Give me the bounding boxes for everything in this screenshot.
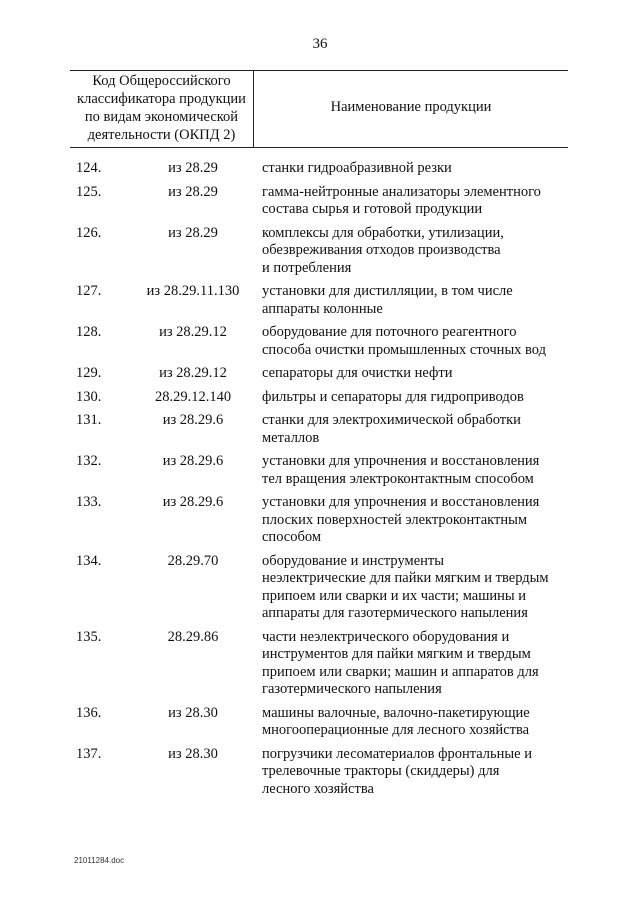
document-filename: 21011284.doc [74,856,125,865]
header-name-column: Наименование продукции [330,99,492,115]
row-name: станки гидроабразивной резки [262,160,452,176]
table-row [0,324,640,359]
row-name: части неэлектрического оборудования и инструментов для пайки мягким и твердым припоем или сварки; машин и аппаратов для газотермического напыления [262,628,539,697]
row-number: 127. [76,283,102,299]
row-number: 133. [76,494,102,510]
row-name: установки для упрочнения и восстановления тел вращения электроконтактным способом [262,453,540,487]
row-number: 129. [76,365,102,381]
row-name: фильтры и сепараторы для гидроприводов [262,388,524,405]
table-row [0,412,640,447]
table-row [0,160,640,178]
row-name: оборудование и инструменты неэлектрические для пайки мягким и твердым припоем или сварки и их части; машины и аппараты для газотермического напыления [262,552,549,621]
row-code: из 28.30 [168,704,218,721]
header-bottom-rule [70,147,568,148]
row-code: из 28.29.6 [162,453,224,469]
row-code: из 28.29.6 [162,412,224,428]
row-name: комплексы для обработки, утилизации, обезвреживания отходов производства и потребления [262,224,504,276]
row-name: установки для упрочнения и восстановления плоских поверхностей электроконтактным способом [262,494,540,545]
table-row [0,225,640,278]
row-code: из 28.29.12 [159,324,227,340]
row-code: из 28.29.11.130 [146,283,240,299]
table-row [0,365,640,383]
table-row [0,184,640,219]
row-name: гамма-нейтронные анализаторы элементного состава сырья и готовой продукции [262,183,541,217]
header-top-rule [70,70,568,71]
table-row [0,389,640,407]
row-number: 132. [76,453,102,469]
row-code: 28.29.70 [167,552,219,569]
row-number: 137. [76,745,102,762]
row-name: сепараторы для очистки нефти [262,365,453,381]
row-number: 125. [76,183,102,200]
row-number: 128. [76,324,102,340]
table-row [0,494,640,547]
row-name: станки для электрохимической обработки металлов [262,412,521,446]
row-number: 124. [76,160,102,176]
table-body [0,160,640,804]
row-number: 136. [76,704,102,721]
table-row [0,283,640,318]
table-row [0,629,640,699]
row-number: 131. [76,412,102,428]
table-row [0,553,640,623]
row-code: из 28.29.12 [159,365,227,381]
row-number: 126. [76,224,102,241]
row-code: из 28.29 [168,160,218,176]
row-code: из 28.29.6 [162,494,224,510]
row-code: из 28.29 [168,183,218,200]
table-row [0,705,640,740]
row-name: машины валочные, валочно-пакетирующие многооперационные для лесного хозяйства [262,704,530,738]
row-code: из 28.29 [168,224,218,241]
row-number: 130. [76,388,102,405]
row-name: оборудование для поточного реагентного способа очистки промышленных сточных вод [262,324,547,358]
header-code-column: Код Общероссийского классификатора продукции по видам экономической деятельности (ОКПД 2) [77,73,246,143]
table-row [0,453,640,488]
table-header [70,70,568,148]
row-code: 28.29.12.140 [154,388,232,405]
page-number: 36 [312,36,328,52]
row-number: 135. [76,628,102,645]
row-code: 28.29.86 [167,628,219,645]
row-number: 134. [76,552,102,569]
row-code: из 28.30 [168,745,218,762]
table-row [0,746,640,799]
row-name: погрузчики лесоматериалов фронтальные и трелевочные тракторы (скиддеры) для лесного хозяйства [262,745,532,797]
row-name: установки для дистилляции, в том числе аппараты колонные [262,283,513,317]
